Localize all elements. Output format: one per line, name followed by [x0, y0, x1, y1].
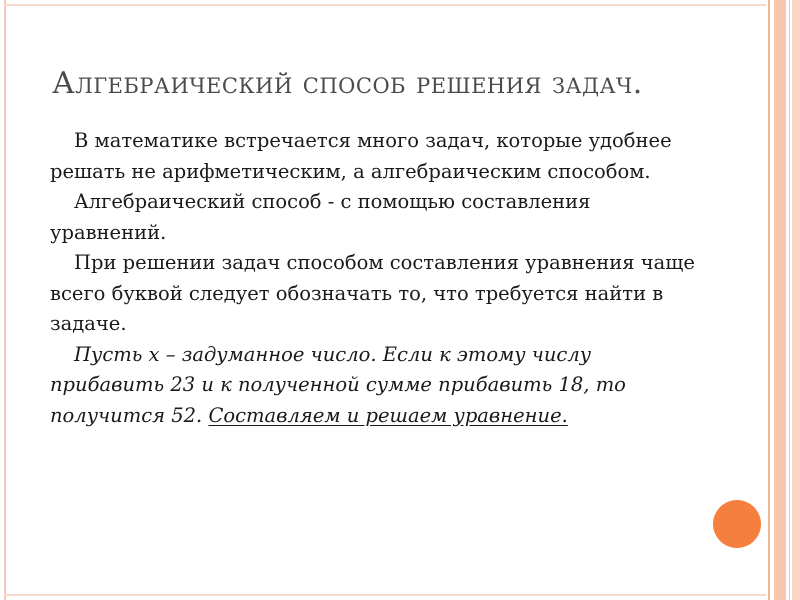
frame-top-border — [4, 4, 766, 6]
orange-circle-decoration — [713, 500, 761, 548]
slide-body — [50, 126, 710, 431]
example-text: Пусть x – задуманное число. Если к этому числу прибавить 23 и к полученной сумме прибавить 18, то получится 52. — [50, 342, 626, 427]
paragraph-method: При решении задач способом составления уравнения чаще всего буквой следует обозначать то, что требуется найти в задаче. — [50, 251, 695, 335]
example-underlined-text: Составляем и решаем уравнение. — [208, 403, 568, 427]
paragraph-definition: Алгебраический способ - с помощью составления уравнений. — [50, 190, 591, 244]
right-decor-thin-line — [789, 0, 790, 600]
right-decor-outer-bar — [792, 0, 800, 600]
right-decor-bar — [774, 0, 786, 600]
frame-bottom-border — [4, 594, 766, 596]
paragraph-intro: В математике встречается много задач, которые удобнее решать не арифметическим, а алгебраическим способом. — [50, 129, 672, 183]
paragraph-example — [50, 340, 710, 432]
frame-left-border — [4, 0, 6, 600]
slide-title: Алгебраический способ решения задач. — [52, 66, 643, 101]
right-decor-line — [768, 0, 770, 600]
